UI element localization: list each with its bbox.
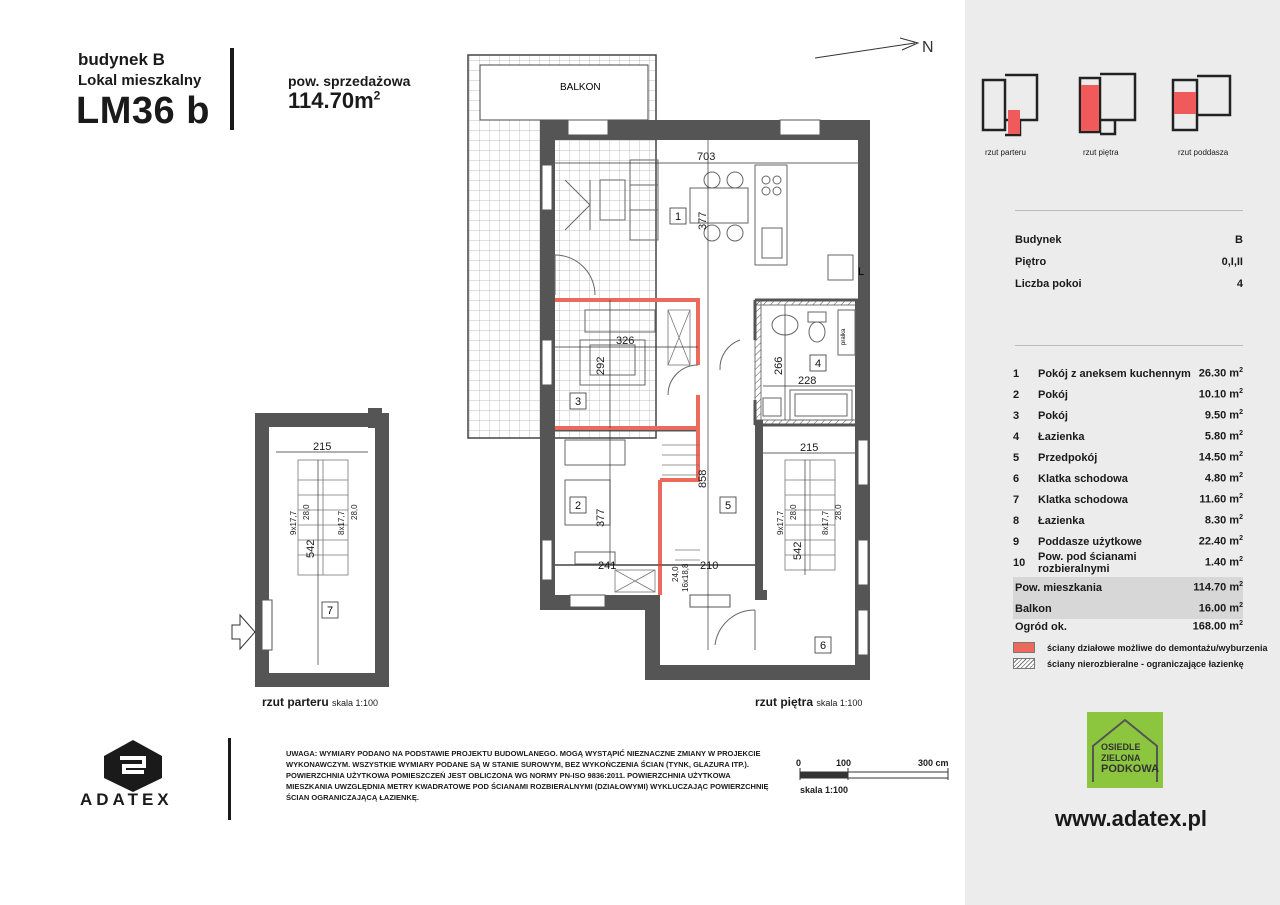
dim-label: 241 (598, 560, 617, 572)
room-row: 4 Łazienka 5.80 $m^2$ (1013, 430, 1243, 443)
dim-label: 377 (595, 508, 607, 527)
disclaimer-note: UWAGA: WYMIARY PODANO NA PODSTAWIE PROJEKTU BUDOWLANEGO. MOGĄ WYSTĄPIĆ NIEZNACZNE ZMIANY W PROJEKCIE WYKONAWCZYM. WSZYSTKIE WYMIARY PODANE SĄ W STANIE SUROWYM, BEZ WYKOŃCZENIA ŚCIAN (TYNK, GLAZURA ITP.). POWIERZCHNIA UŻYTKOWA POMIESZCZEŃ JEST OBLICZONA WG NORMY PN-ISO 9836:2011. POWIERZCHNIA UŻYTKOWA MIESZKANIA UWZGLĘDNIA METRY KWADRATOWE POD ŚCIANAMI ROZBIERALNYMI (DZIAŁOWYMI) WYKLUCZAJĄC POWIERZCHNIĘ ŚCIAN OGRANICZAJĄCĄ ŁAZIENKĘ. (286, 749, 769, 802)
north-arrow (815, 38, 934, 58)
thumb-caption-ground: rzut parteru (985, 148, 1026, 157)
room-number: 1 (675, 211, 682, 223)
dim-label: 858 (697, 469, 709, 488)
room-row: 9 Poddasze użytkowe 22.40 $m^2$ (1013, 535, 1243, 548)
building-label: budynek B (78, 50, 165, 69)
stair-label: 28,0 (302, 504, 311, 520)
dim-label: 542 (305, 539, 317, 558)
hatch-swatch-icon (1013, 658, 1035, 669)
room-row: 6 Klatka schodowa 4.80 $m^2$ (1013, 472, 1243, 485)
stair-label: 8x17,7 (337, 510, 346, 535)
scale-bar (800, 768, 948, 780)
dim-label: 228 (798, 375, 817, 387)
dim-label: 266 (773, 356, 785, 375)
kitchen-l-mark: L (858, 266, 865, 278)
total-row: Balkon 16.00 $m^2$ (1013, 598, 1243, 619)
room-row: 5 Przedpokój 14.50 $m^2$ (1013, 451, 1243, 464)
washer-label: pralka (841, 328, 847, 345)
room-row: 3 Pokój 9.50 $m^2$ (1013, 409, 1243, 422)
sales-area-label: pow. sprzedażowa (288, 73, 411, 89)
total-row: Ogród ok. 168.00 $m^2$ (1015, 620, 1243, 633)
ground-floor-caption: rzut parteru skala 1:100 (262, 695, 379, 709)
dim-label: 326 (616, 335, 635, 347)
stair-label: 9x17,7 (776, 510, 785, 535)
info-row: Budynek B (1015, 234, 1243, 246)
osiedle-badge: OSIEDLE ZIELONA PODKOWA (1087, 712, 1163, 788)
stair-label: 24,0 (671, 566, 680, 582)
sales-area-value: $114.70m^2$ (288, 88, 381, 113)
scale-label: skala 1:100 (800, 785, 849, 795)
brand-name: ADATEX (80, 790, 173, 809)
scale-100: 100 (836, 758, 852, 768)
room-number: 7 (327, 605, 334, 617)
total-row: Pow. mieszkania 114.70 $m^2$ (1013, 577, 1243, 598)
panel-divider (1015, 345, 1243, 346)
dim-label: 215 (313, 441, 332, 453)
room-number: 6 (820, 640, 827, 652)
room-number: 2 (575, 500, 582, 512)
website-link[interactable]: www.adatex.pl (1055, 806, 1208, 831)
legend-removable: ściany działowe możliwe do demontażu/wyburzenia (1013, 642, 1268, 653)
panel-divider (1015, 210, 1243, 211)
dim-label: 215 (800, 442, 819, 454)
room-row: 8 Łazienka 8.30 $m^2$ (1013, 514, 1243, 527)
red-swatch-icon (1013, 642, 1035, 653)
dim-label: 542 (792, 541, 804, 560)
room-row: 2 Pokój 10.10 $m^2$ (1013, 388, 1243, 401)
footer-divider (228, 738, 231, 820)
stair-label: 8x17,7 (821, 510, 830, 535)
dim-label: 292 (595, 356, 607, 375)
info-row: Liczba pokoi 4 (1015, 278, 1243, 290)
first-floor-caption: rzut piętra skala 1:100 (755, 695, 863, 709)
thumb-caption-first: rzut piętra (1083, 148, 1119, 157)
stair-label: 28,0 (834, 504, 843, 520)
balcony-label: BALKON (560, 82, 601, 93)
dim-label: 703 (697, 151, 716, 163)
north-label: N (922, 39, 934, 56)
room-row: 7 Klatka schodowa 11.60 $m^2$ (1013, 493, 1243, 506)
stair-label: 28,0 (350, 504, 359, 520)
unit-code: LM36 b (76, 90, 210, 132)
dim-label: 377 (697, 211, 709, 230)
thumb-caption-attic: rzut poddasza (1178, 148, 1229, 157)
unit-type-label: Lokal mieszkalny (78, 72, 202, 89)
legend-fixed: ściany nierozbieralne - ograniczające łazienkę (1013, 658, 1244, 669)
ground-floor-plan (232, 408, 382, 680)
room-number: 3 (575, 396, 582, 408)
floor-thumbnails (975, 70, 1245, 145)
room-number: 4 (815, 358, 822, 370)
stair-label: 9x17,7 (289, 510, 298, 535)
room-row: 1 Pokój z aneksem kuchennym 26.30 $m^2$ (1013, 367, 1243, 380)
balcony (468, 55, 656, 438)
room-number: 5 (725, 500, 732, 512)
info-row: Piętro 0,I,II (1015, 256, 1243, 268)
scale-300: 300 cm (918, 758, 949, 768)
adatex-logo-icon (100, 738, 166, 794)
stair-label: 16x18,8 (681, 563, 690, 592)
room-row: 10 Pow. pod ścianami rozbieralnymi 1.40 $m^2$ (1013, 550, 1243, 575)
scale-0: 0 (796, 758, 802, 768)
dim-label: 210 (700, 560, 719, 572)
stair-label: 28,0 (789, 504, 798, 520)
